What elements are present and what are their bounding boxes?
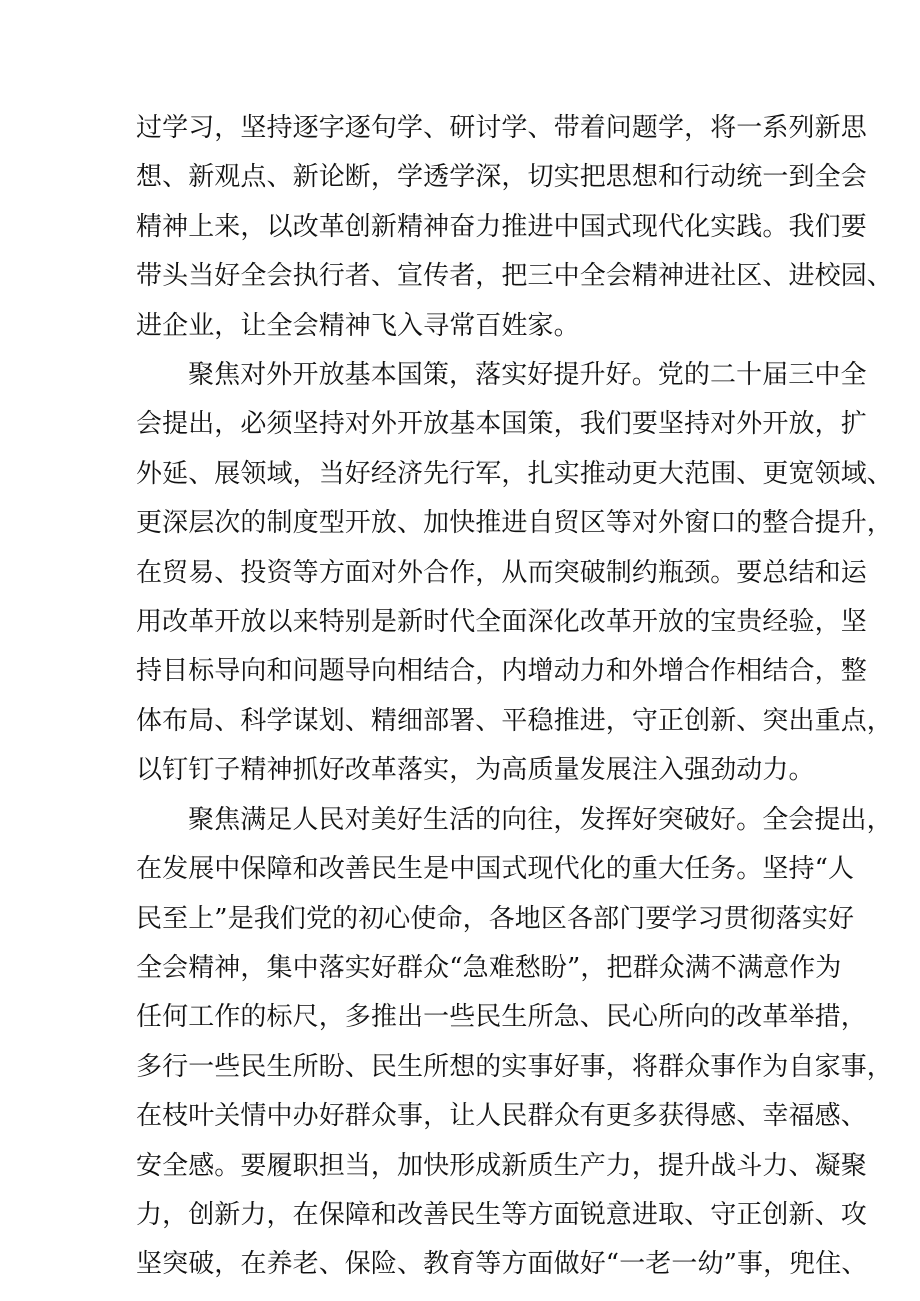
text-line: 会提出，必须坚持对外开放基本国策，我们要坚持对外开放，扩 — [136, 409, 867, 440]
text-line: 体布局、科学谋划、精细部署、平稳推进，守正创新、突出重点， — [136, 705, 893, 736]
text-line: 用改革开放以来特别是新时代全面深化改革开放的宝贵经验，坚 — [136, 607, 867, 638]
text-line: 持目标导向和问题导向相结合，内增动力和外增合作相结合，整 — [136, 656, 867, 687]
text-line: 任何工作的标尺，多推出一些民生所急、民心所向的改革举措， — [136, 1002, 867, 1033]
paragraph-livelihood — [136, 796, 893, 1290]
paragraph-opening-up — [136, 351, 893, 796]
text-line: 民至上”是我们党的初心使命，各地区各部门要学习贯彻落实好 — [136, 903, 855, 934]
text-line: 全会精神，集中落实好群众“急难愁盼”，把群众满不满意作为 — [136, 952, 842, 983]
text-line: 聚焦对外开放基本国策，落实好提升好。党的二十届三中全 — [188, 360, 867, 391]
text-line: 外延、展领域，当好经济先行军，扎实推动更大范围、更宽领域、 — [136, 458, 893, 489]
text-line: 进企业，让全会精神飞入寻常百姓家。 — [136, 310, 580, 341]
text-line: 力，创新力，在保障和改善民生等方面锐意进取、守正创新、攻 — [136, 1199, 867, 1230]
text-line: 在贸易、投资等方面对外合作，从而突破制约瓶颈。要总结和运 — [136, 557, 867, 588]
paragraph-study — [136, 104, 893, 351]
document-body — [136, 104, 893, 1290]
text-line: 更深层次的制度型开放、加快推进自贸区等对外窗口的整合提升， — [136, 508, 893, 539]
text-line: 想、新观点、新论断，学透学深，切实把思想和行动统一到全会 — [136, 162, 867, 193]
text-line: 带头当好全会执行者、宣传者，把三中全会精神进社区、进校园、 — [136, 261, 893, 292]
text-line: 坚突破，在养老、保险、教育等方面做好“一老一幼”事，兜住、 — [136, 1249, 868, 1280]
text-line: 聚焦满足人民对美好生活的向往，发挥好突破好。全会提出， — [188, 804, 893, 835]
text-line: 安全感。要履职担当，加快形成新质生产力，提升战斗力、凝聚 — [136, 1150, 867, 1181]
text-line: 在发展中保障和改善民生是中国式现代化的重大任务。坚持“人 — [136, 854, 855, 885]
text-line: 精神上来，以改革创新精神奋力推进中国式现代化实践。我们要 — [136, 211, 867, 242]
text-line: 以钉钉子精神抓好改革落实，为高质量发展注入强劲动力。 — [136, 755, 815, 786]
text-line: 在枝叶关情中办好群众事，让人民群众有更多获得感、幸福感、 — [136, 1101, 867, 1132]
text-line: 过学习，坚持逐字逐句学、研讨学、带着问题学，将一系列新思 — [136, 113, 867, 143]
text-line: 多行一些民生所盼、民生所想的实事好事，将群众事作为自家事， — [136, 1051, 893, 1082]
